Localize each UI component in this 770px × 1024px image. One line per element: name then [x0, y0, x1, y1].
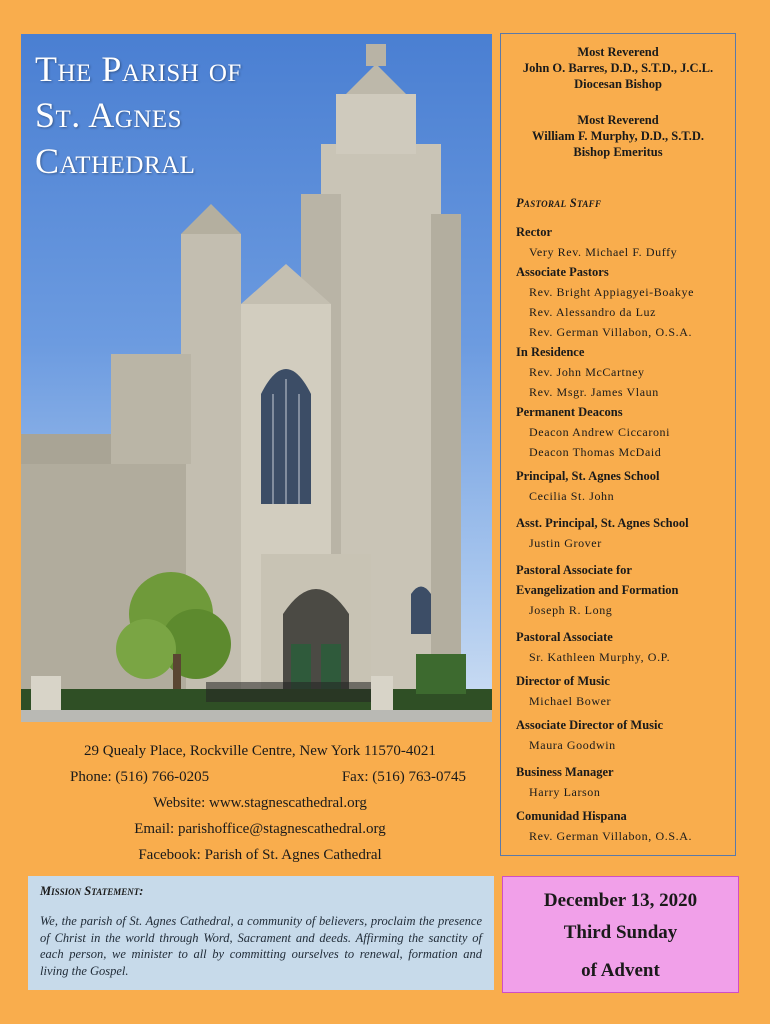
person-director-of-music: Michael Bower — [529, 694, 612, 708]
parish-title — [35, 46, 242, 184]
bishop-role: Diocesan Bishop — [574, 77, 662, 91]
person-in-residence: Rev. John McCartney — [529, 365, 645, 379]
role-director-of-music: Director of Music — [516, 674, 610, 688]
person-associate-pastor: Rev. Alessandro da Luz — [529, 305, 657, 319]
person-assoc-director-music: Maura Goodwin — [529, 738, 616, 752]
person-asst-principal: Justin Grover — [529, 536, 602, 550]
bishop-name: William F. Murphy, D.D., S.T.D. — [531, 129, 705, 143]
person-principal: Cecilia St. John — [529, 489, 615, 503]
phone: Phone: (516) 766-0205 — [70, 769, 210, 785]
staff-list — [516, 222, 731, 846]
role-in-residence: In Residence — [516, 345, 585, 359]
title-line-3: Cathedral — [35, 141, 196, 181]
staff-panel — [500, 33, 736, 856]
bishop-name: John O. Barres, D.D., S.T.D., J.C.L. — [522, 61, 714, 75]
liturgical-season-line: of Advent — [581, 960, 660, 981]
role-pastoral-associate-ef-2: Evangelization and Formation — [516, 583, 679, 597]
title-line-1: The Parish of — [35, 49, 242, 89]
role-associate-pastors: Associate Pastors — [516, 265, 609, 279]
facebook[interactable]: Facebook: Parish of St. Agnes Cathedral — [138, 847, 382, 863]
person-deacon: Deacon Andrew Ciccaroni — [529, 425, 671, 439]
mission-statement-box — [28, 876, 494, 990]
mission-text: We, the parish of St. Agnes Cathedral, a community of believers, proclaim the presence of Christ in the world through Word, Sacrament and deeds. Affirming the sanctity of each person, we minister to all by committing ourselves to renewal, formation and living the Gospel. — [40, 914, 482, 978]
bishop-title: Most Reverend — [577, 113, 659, 127]
person-associate-pastor: Rev. German Villabon, O.S.A. — [529, 325, 693, 339]
date-box — [502, 876, 739, 993]
person-business-manager: Harry Larson — [529, 785, 601, 799]
person-pastoral-associate-ef: Joseph R. Long — [529, 603, 613, 617]
fax: Fax: (516) 763-0745 — [341, 769, 466, 785]
role-rector: Rector — [516, 225, 553, 239]
person-comunidad-hispana: Rev. German Villabon, O.S.A. — [529, 829, 693, 843]
bishop-emeritus — [501, 112, 735, 160]
cathedral-photo — [21, 34, 492, 722]
person-associate-pastor: Rev. Bright Appiagyei-Boakye — [529, 285, 694, 299]
date-line: December 13, 2020 — [543, 890, 698, 911]
address: 29 Quealy Place, Rockville Centre, New York 11570-4021 — [84, 743, 436, 759]
contact-block — [40, 738, 480, 868]
website[interactable]: Website: www.stagnescathedral.org — [153, 795, 367, 811]
role-pastoral-associate-ef: Pastoral Associate for — [516, 563, 632, 577]
person-rector: Very Rev. Michael F. Duffy — [529, 245, 678, 259]
person-pastoral-associate: Sr. Kathleen Murphy, O.P. — [529, 650, 671, 664]
email[interactable]: Email: parishoffice@stagnescathedral.org — [134, 821, 386, 837]
role-permanent-deacons: Permanent Deacons — [516, 405, 623, 419]
bishop-title: Most Reverend — [577, 45, 659, 59]
mission-heading: Mission Statement: — [40, 884, 144, 898]
person-in-residence: Rev. Msgr. James Vlaun — [529, 385, 659, 399]
role-comunidad-hispana: Comunidad Hispana — [516, 809, 627, 823]
role-business-manager: Business Manager — [516, 765, 614, 779]
liturgical-day-line: Third Sunday — [563, 922, 678, 943]
role-asst-principal: Asst. Principal, St. Agnes School — [516, 516, 689, 530]
role-principal: Principal, St. Agnes School — [516, 469, 660, 483]
phone-fax-row — [40, 764, 480, 790]
role-pastoral-associate: Pastoral Associate — [516, 630, 613, 644]
person-deacon: Deacon Thomas McDaid — [529, 445, 662, 459]
diocesan-bishop — [501, 44, 735, 92]
bishop-role: Bishop Emeritus — [573, 145, 663, 159]
title-line-2: St. Agnes — [35, 95, 183, 135]
role-assoc-director-music: Associate Director of Music — [516, 718, 664, 732]
pastoral-staff-heading: Pastoral Staff — [516, 196, 602, 210]
